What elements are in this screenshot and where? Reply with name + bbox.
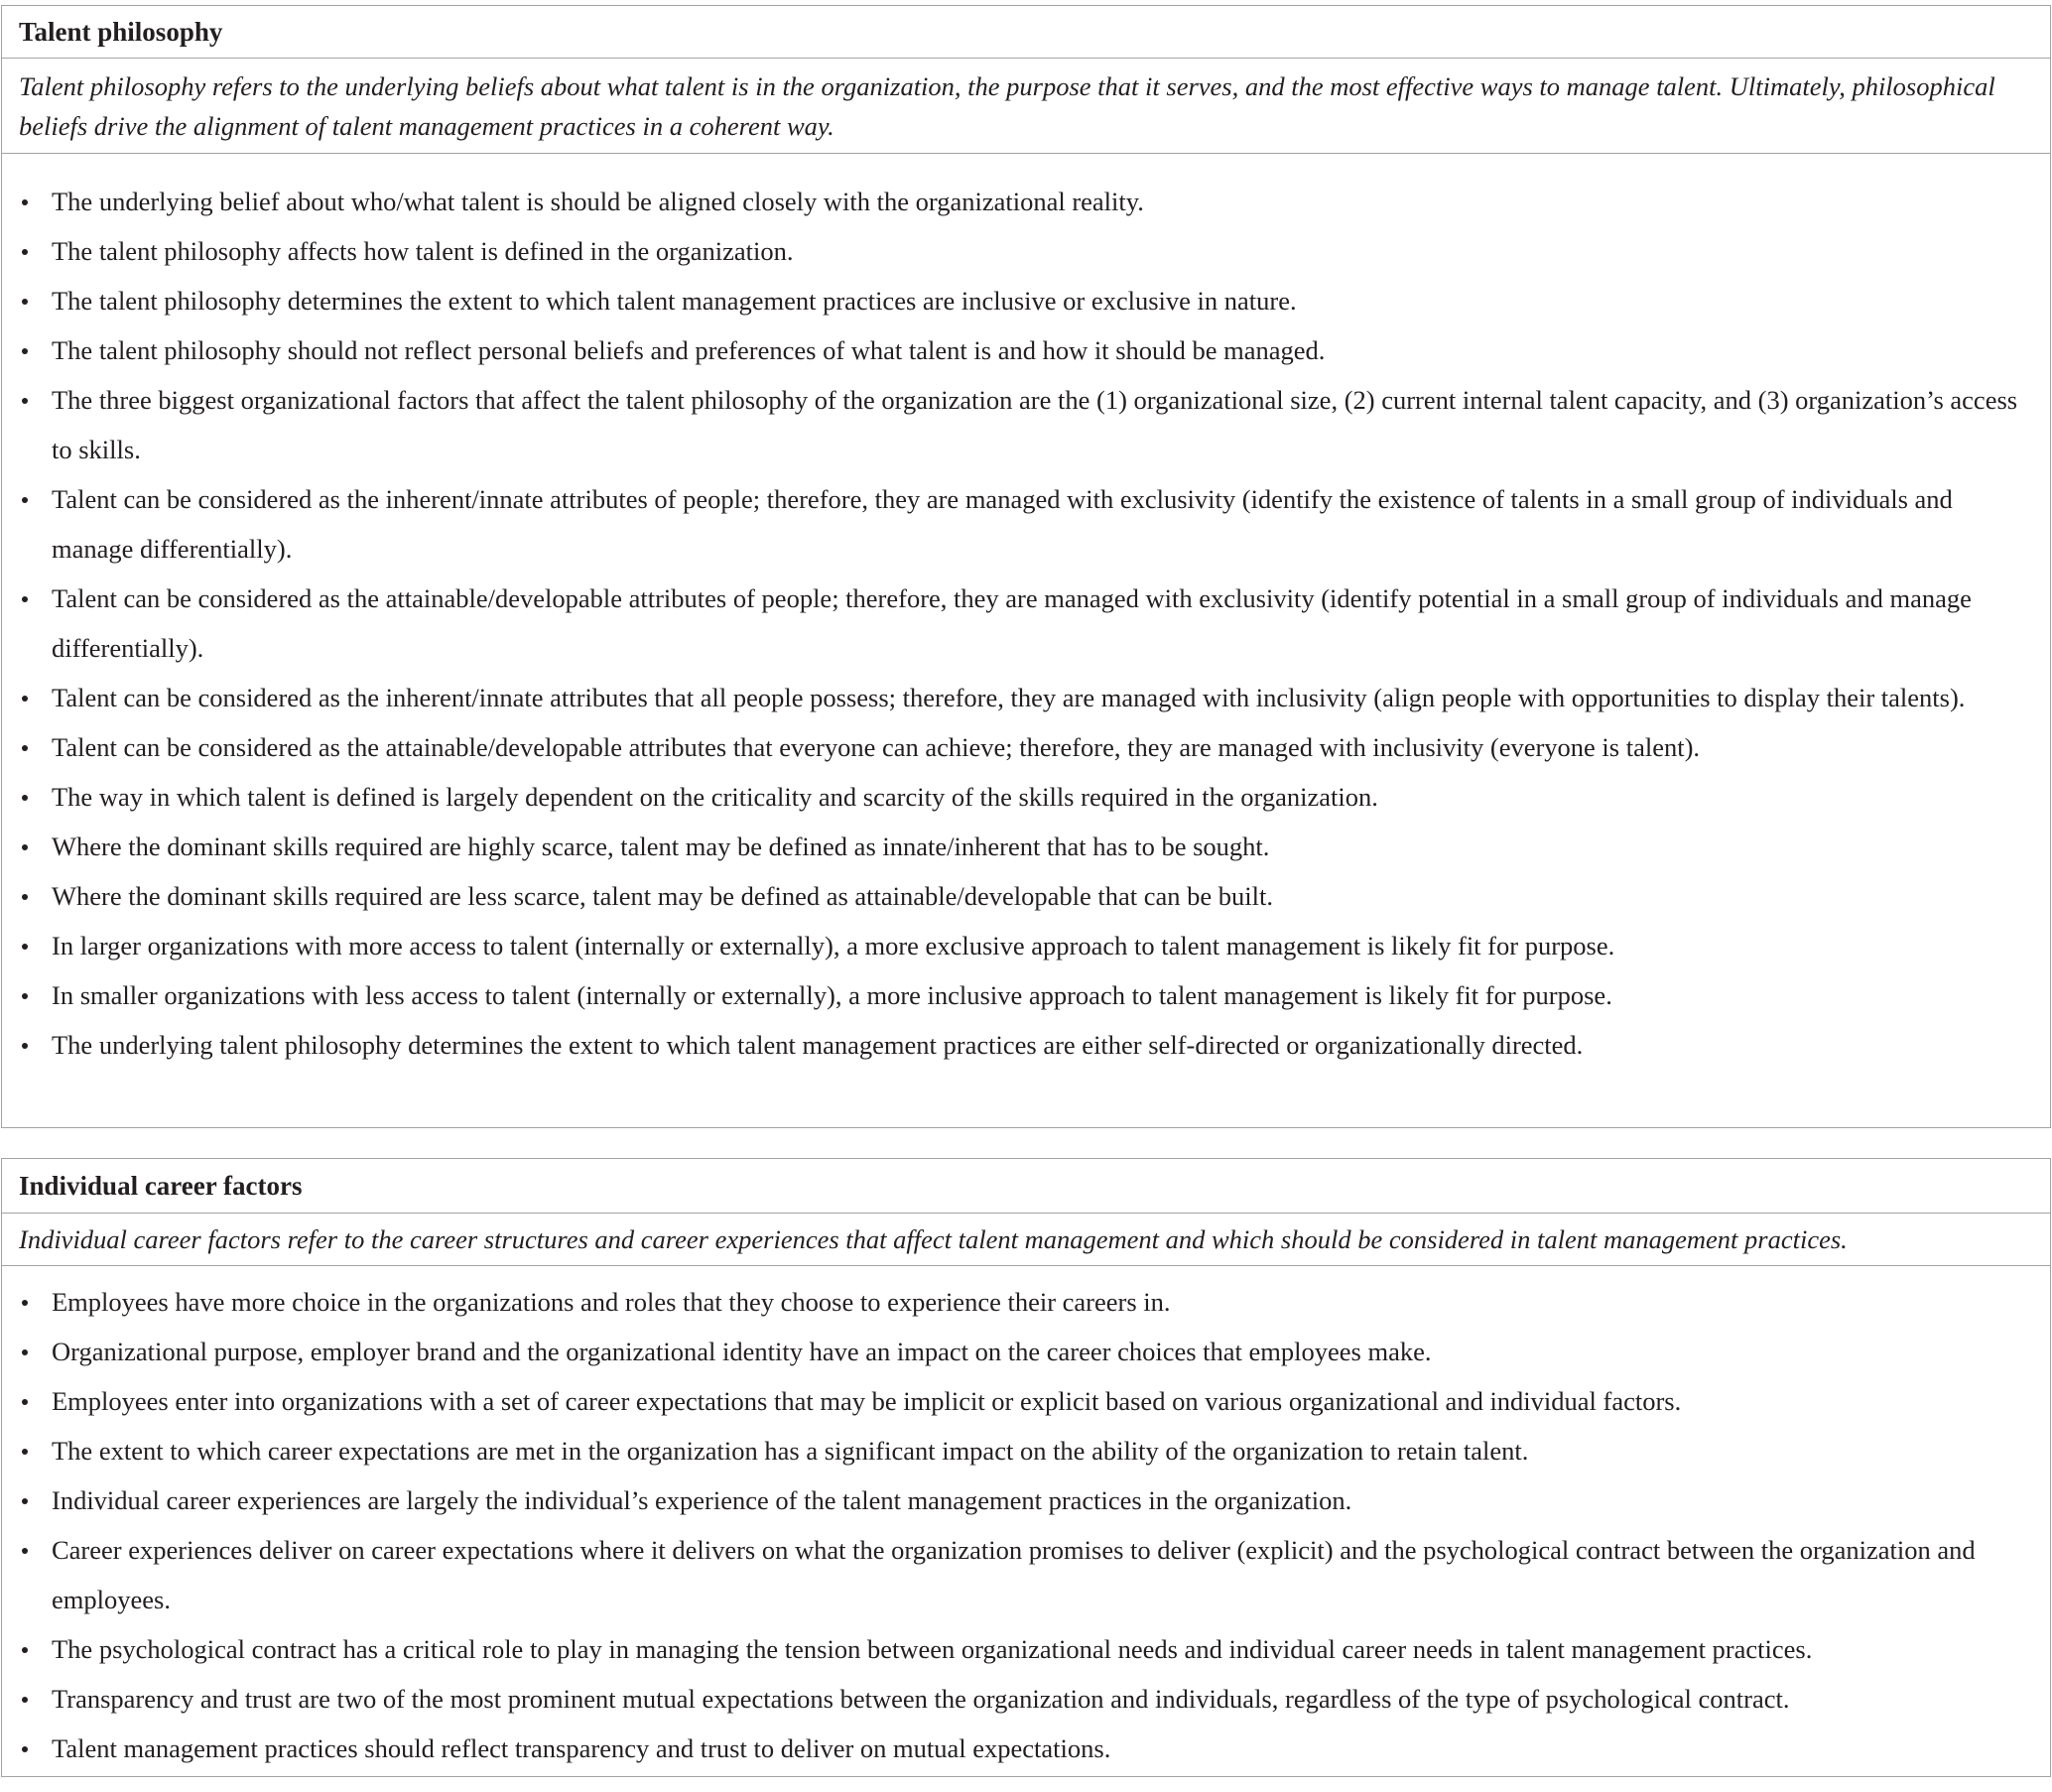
list-item: The three biggest organizational factors that affect the talent philosophy of the organization are the (1) organizational size, (2) current internal talent capacity, and (3) organization’s access to skills.	[2, 375, 2050, 474]
list-item: In larger organizations with more access to talent (internally or externally), a more exclusive approach to talent management is likely fit for purpose.	[2, 921, 2050, 970]
list-item: The underlying belief about who/what talent is should be aligned closely with the organizational reality.	[2, 177, 2050, 226]
list-item: Where the dominant skills required are less scarce, talent may be defined as attainable/developable that can be built.	[2, 871, 2050, 921]
list-item: Talent can be considered as the attainable/developable attributes that everyone can achieve; therefore, they are managed with inclusivity (everyone is talent).	[2, 722, 2050, 772]
list-item: Talent can be considered as the attainable/developable attributes of people; therefore, they are managed with exclusivity (identify potential in a small group of individuals and manage differentially).	[2, 574, 2050, 673]
list-item: Transparency and trust are two of the most prominent mutual expectations between the organization and individuals, regardless of the type of psychological contract.	[2, 1674, 2050, 1724]
list-item: The underlying talent philosophy determines the extent to which talent management practices are either self-directed or organizationally directed.	[2, 1020, 2050, 1070]
list-item: Talent management practices should reflect transparency and trust to deliver on mutual expectations.	[2, 1724, 2050, 1773]
list-item: Talent can be considered as the inherent/innate attributes of people; therefore, they are managed with exclusivity (identify the existence of talents in a small group of individuals and manage differentially).	[2, 474, 2050, 574]
list-item: The talent philosophy determines the extent to which talent management practices are inclusive or exclusive in nature.	[2, 276, 2050, 325]
list-item: Talent can be considered as the inherent/innate attributes that all people possess; therefore, they are managed with inclusivity (align people with opportunities to display their talents).	[2, 673, 2050, 722]
list-item: Career experiences deliver on career expectations where it delivers on what the organization promises to deliver (explicit) and the psychological contract between the organization and employees.	[2, 1525, 2050, 1624]
individual-career-factors-table	[1, 1158, 2051, 1777]
section-title: Talent philosophy	[2, 6, 2050, 59]
list-item: The talent philosophy should not reflect personal beliefs and preferences of what talent is and how it should be managed.	[2, 325, 2050, 375]
list-item: Employees enter into organizations with a set of career expectations that may be implicit or explicit based on various organizational and individual factors.	[2, 1376, 2050, 1426]
section-description-text: Talent philosophy refers to the underlying beliefs about what talent is in the organization, the purpose that it serves, and the most effective ways to manage talent. Ultimately, philosophical beliefs drive the alignment of talent management practices in a coherent way.	[19, 70, 1995, 141]
talent-philosophy-table	[1, 5, 2051, 1128]
list-item: Employees have more choice in the organizations and roles that they choose to experience their careers in.	[2, 1277, 2050, 1327]
bullet-list	[2, 154, 2050, 1070]
section-description	[2, 1214, 2050, 1266]
list-item: The extent to which career expectations are met in the organization has a significant impact on the ability of the organization to retain talent.	[2, 1426, 2050, 1475]
section-description	[2, 59, 2050, 154]
section-title: Individual career factors	[2, 1159, 2050, 1214]
list-item: In smaller organizations with less access to talent (internally or externally), a more inclusive approach to talent management is likely fit for purpose.	[2, 970, 2050, 1020]
list-item: The talent philosophy affects how talent is defined in the organization.	[2, 226, 2050, 276]
bullet-list	[2, 1266, 2050, 1773]
list-item: Organizational purpose, employer brand and the organizational identity have an impact on the career choices that employees make.	[2, 1327, 2050, 1376]
list-item: The way in which talent is defined is largely dependent on the criticality and scarcity of the skills required in the organization.	[2, 772, 2050, 822]
list-item: The psychological contract has a critical role to play in managing the tension between organizational needs and individual career needs in talent management practices.	[2, 1624, 2050, 1674]
section-description-text: Individual career factors refer to the career structures and career experiences that affect talent management and which should be considered in talent management practices.	[19, 1224, 1848, 1254]
list-item: Where the dominant skills required are highly scarce, talent may be defined as innate/inherent that has to be sought.	[2, 822, 2050, 871]
list-item: Individual career experiences are largely the individual’s experience of the talent management practices in the organization.	[2, 1475, 2050, 1525]
